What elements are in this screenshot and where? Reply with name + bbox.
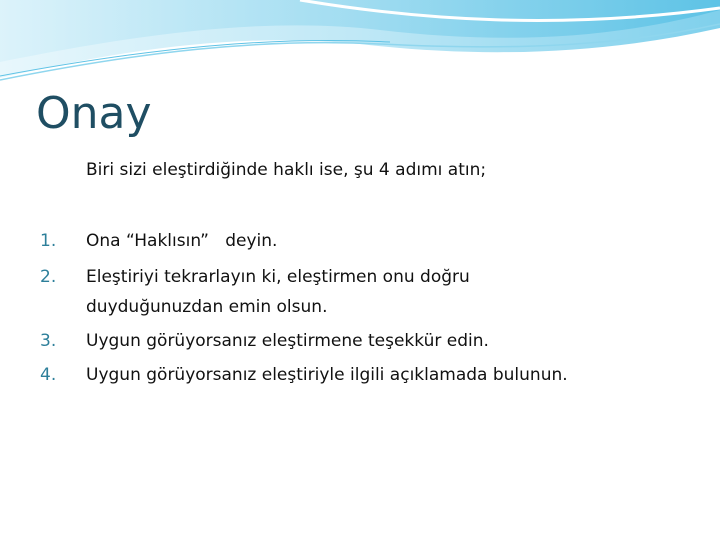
- step-text: Uygun görüyorsanız eleştiriyle ilgili açıklamada bulunun.: [86, 365, 568, 385]
- step-text: Ona “Haklısın” deyin.: [86, 231, 278, 251]
- step-number: 2.: [40, 267, 57, 287]
- list-item: [40, 326, 680, 356]
- step-text: Eleştiriyi tekrarlayın ki, eleştirmen onu doğru duyduğunuzdan emin olsun.: [86, 267, 470, 317]
- intro-text: Biri sizi eleştirdiğinde haklı ise, şu 4 adımı atın;: [86, 160, 487, 180]
- list-item: [40, 262, 680, 322]
- list-item: [40, 360, 680, 390]
- list-item: [40, 226, 680, 256]
- step-number: 4.: [40, 365, 57, 385]
- slide-title: Onay: [36, 88, 152, 139]
- header-wave-decoration: [0, 0, 720, 90]
- step-number: 1.: [40, 231, 57, 251]
- step-number: 3.: [40, 331, 57, 351]
- step-text: Uygun görüyorsanız eleştirmene teşekkür edin.: [86, 331, 489, 351]
